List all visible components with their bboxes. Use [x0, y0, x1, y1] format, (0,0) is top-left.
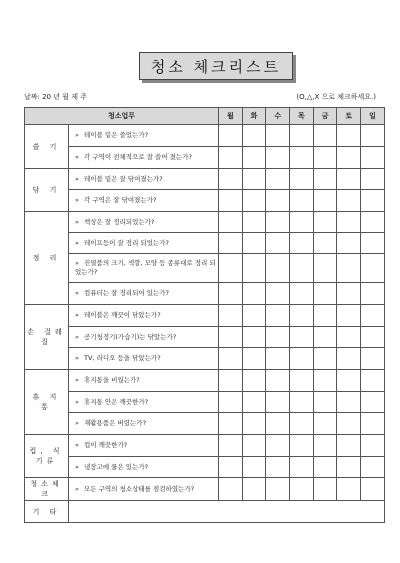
check-cell[interactable]	[313, 457, 337, 478]
checklist-item	[69, 147, 219, 169]
check-cell[interactable]	[290, 254, 314, 283]
check-cell[interactable]	[361, 305, 385, 327]
bullet-icon: »	[75, 462, 79, 471]
check-cell[interactable]	[337, 413, 361, 435]
check-cell[interactable]	[337, 348, 361, 370]
check-cell[interactable]	[266, 283, 290, 305]
check-cell[interactable]	[266, 233, 290, 254]
bullet-icon: »	[75, 131, 79, 139]
bullet-icon: »	[75, 238, 79, 247]
check-cell[interactable]	[242, 392, 266, 413]
other-label: 기 타	[25, 501, 69, 523]
header-task: 청소업무	[25, 108, 219, 125]
checklist-item	[69, 283, 219, 305]
checklist-item	[69, 305, 219, 327]
check-cell[interactable]	[361, 254, 385, 283]
check-cell[interactable]	[219, 457, 243, 478]
check-cell[interactable]	[313, 327, 337, 348]
check-cell[interactable]	[313, 392, 337, 413]
checklist-item	[69, 233, 219, 254]
checklist-item	[69, 348, 219, 370]
checklist-row	[25, 169, 385, 190]
bullet-icon: »	[75, 332, 79, 341]
item-text: 테이프등이 잘 정리 되었는가?	[84, 238, 169, 247]
check-cell[interactable]	[361, 169, 385, 190]
check-cell[interactable]	[242, 147, 266, 169]
check-cell[interactable]	[219, 169, 243, 190]
checklist-table	[24, 107, 385, 523]
checklist-item	[69, 413, 219, 435]
checklist-item	[69, 370, 219, 392]
check-cell[interactable]	[219, 370, 243, 392]
check-cell[interactable]	[290, 327, 314, 348]
check-cell[interactable]	[242, 413, 266, 435]
bullet-icon: »	[75, 196, 79, 204]
check-cell[interactable]	[290, 147, 314, 169]
check-cell[interactable]	[337, 190, 361, 212]
category-label: 휴 지 통	[25, 370, 69, 435]
check-cell[interactable]	[242, 478, 266, 501]
check-cell[interactable]	[266, 348, 290, 370]
checklist-row	[25, 392, 385, 413]
check-cell[interactable]	[337, 370, 361, 392]
bullet-icon: »	[75, 289, 79, 297]
check-cell[interactable]	[219, 190, 243, 212]
item-text: 공기청정기(가습기)는 닦았는가?	[84, 332, 177, 341]
header-day: 월	[219, 108, 243, 125]
checklist-row	[25, 413, 385, 435]
check-cell[interactable]	[290, 435, 314, 457]
check-cell[interactable]	[219, 435, 243, 457]
check-cell[interactable]	[242, 305, 266, 327]
check-cell[interactable]	[290, 348, 314, 370]
bullet-icon: »	[75, 397, 79, 406]
check-cell[interactable]	[290, 233, 314, 254]
check-cell[interactable]	[337, 125, 361, 147]
check-cell[interactable]	[290, 370, 314, 392]
bullet-icon: »	[75, 153, 79, 161]
item-text: 책상은 잘 정리되었는가?	[84, 217, 155, 226]
check-cell[interactable]	[266, 392, 290, 413]
check-cell[interactable]	[313, 169, 337, 190]
check-cell[interactable]	[361, 348, 385, 370]
check-cell[interactable]	[337, 327, 361, 348]
check-cell[interactable]	[313, 283, 337, 305]
check-cell[interactable]	[266, 190, 290, 212]
check-cell[interactable]	[290, 283, 314, 305]
checklist-row	[25, 478, 385, 501]
check-cell[interactable]	[361, 435, 385, 457]
header-day: 수	[266, 108, 290, 125]
checklist-row	[25, 125, 385, 147]
check-cell[interactable]	[337, 233, 361, 254]
check-cell[interactable]	[313, 413, 337, 435]
check-cell[interactable]	[266, 478, 290, 501]
check-cell[interactable]	[266, 435, 290, 457]
check-cell[interactable]	[361, 370, 385, 392]
check-cell[interactable]	[313, 190, 337, 212]
check-cell[interactable]	[219, 125, 243, 147]
category-label: 쓸 기	[25, 125, 69, 169]
check-cell[interactable]	[337, 435, 361, 457]
checklist-row	[25, 348, 385, 370]
checklist-item	[69, 212, 219, 233]
check-cell[interactable]	[337, 457, 361, 478]
bullet-icon: »	[75, 484, 79, 493]
check-cell[interactable]	[290, 212, 314, 233]
check-cell[interactable]	[361, 283, 385, 305]
check-cell[interactable]	[290, 125, 314, 147]
checklist-item	[69, 125, 219, 147]
item-text: 진열품의 크기, 색깔, 모양 등 종류대로 정리 되었는가?	[75, 259, 216, 276]
check-cell[interactable]	[219, 254, 243, 283]
check-cell[interactable]	[266, 212, 290, 233]
bullet-icon: »	[75, 174, 79, 183]
check-cell[interactable]	[290, 190, 314, 212]
check-cell[interactable]	[313, 147, 337, 169]
item-text: 테이블은 깨끗이 닦았는가?	[84, 311, 161, 319]
checklist-row	[25, 457, 385, 478]
checklist-item	[69, 435, 219, 457]
checklist-row	[25, 305, 385, 327]
check-cell[interactable]	[337, 147, 361, 169]
checklist-item	[69, 327, 219, 348]
item-text: 모든 구역의 청소상태를 점검하였는가?	[84, 484, 195, 493]
checklist-item	[69, 457, 219, 478]
item-text: 컵이 깨끗한가?	[84, 441, 128, 449]
check-cell[interactable]	[219, 305, 243, 327]
header-day: 일	[361, 108, 385, 125]
category-label: 청소체크	[25, 478, 69, 501]
check-cell[interactable]	[337, 283, 361, 305]
check-cell[interactable]	[361, 190, 385, 212]
check-cell[interactable]	[266, 169, 290, 190]
category-label: 닦 기	[25, 169, 69, 212]
check-cell[interactable]	[313, 370, 337, 392]
check-cell[interactable]	[361, 125, 385, 147]
item-text: 컴퓨터는 잘 정리되어 있는가?	[84, 289, 169, 297]
check-cell[interactable]	[242, 370, 266, 392]
check-cell[interactable]	[266, 147, 290, 169]
checklist-item	[69, 478, 219, 501]
check-cell[interactable]	[337, 392, 361, 413]
check-cell[interactable]	[337, 478, 361, 501]
instruction-text: (O,△,X 으로 체크하세요.)	[296, 93, 376, 101]
item-text: 휴지통 안은 깨끗한가?	[84, 397, 149, 406]
item-text: 휴지통을 비웠는가?	[84, 376, 140, 384]
item-text: 테이블 밑은 쓸었는가?	[84, 131, 149, 139]
check-cell[interactable]	[290, 457, 314, 478]
item-text: 재활용품은 버렸는가?	[84, 419, 147, 427]
check-cell[interactable]	[242, 283, 266, 305]
category-label: 손 걸레질	[25, 305, 69, 370]
check-cell[interactable]	[266, 413, 290, 435]
check-cell[interactable]	[313, 212, 337, 233]
check-cell[interactable]	[290, 305, 314, 327]
check-cell[interactable]	[242, 457, 266, 478]
checklist-row	[25, 233, 385, 254]
checklist-row	[25, 327, 385, 348]
bullet-icon: »	[75, 441, 79, 449]
header-day: 토	[337, 108, 361, 125]
check-cell[interactable]	[313, 254, 337, 283]
header-day: 금	[313, 108, 337, 125]
checklist-row	[25, 212, 385, 233]
check-cell[interactable]	[313, 478, 337, 501]
check-cell[interactable]	[266, 370, 290, 392]
check-cell[interactable]	[290, 392, 314, 413]
check-cell[interactable]	[219, 283, 243, 305]
check-cell[interactable]	[361, 457, 385, 478]
bullet-icon: »	[75, 419, 79, 427]
check-cell[interactable]	[219, 327, 243, 348]
other-notes-field[interactable]	[69, 501, 385, 523]
check-cell[interactable]	[242, 190, 266, 212]
other-row	[25, 501, 385, 523]
check-cell[interactable]	[313, 305, 337, 327]
page-title: 청소 체크리스트	[139, 52, 293, 80]
check-cell[interactable]	[242, 233, 266, 254]
check-cell[interactable]	[219, 413, 243, 435]
check-cell[interactable]	[266, 305, 290, 327]
item-text: 테이블 밑은 잘 닦여졌는가?	[84, 174, 163, 183]
checklist-item	[69, 190, 219, 212]
item-text: 각 구역이 전체적으로 잘 쓸어 졌는가?	[84, 153, 192, 161]
check-cell[interactable]	[361, 147, 385, 169]
check-cell[interactable]	[361, 212, 385, 233]
check-cell[interactable]	[242, 327, 266, 348]
check-cell[interactable]	[266, 125, 290, 147]
check-cell[interactable]	[290, 413, 314, 435]
header-row	[25, 108, 385, 125]
check-cell[interactable]	[242, 212, 266, 233]
check-cell[interactable]	[266, 457, 290, 478]
checklist-item	[69, 169, 219, 190]
check-cell[interactable]	[242, 348, 266, 370]
check-cell[interactable]	[361, 478, 385, 501]
check-cell[interactable]	[242, 125, 266, 147]
checklist-row	[25, 254, 385, 283]
check-cell[interactable]	[313, 348, 337, 370]
checklist-row	[25, 190, 385, 212]
check-cell[interactable]	[313, 435, 337, 457]
header-day: 화	[242, 108, 266, 125]
bullet-icon: »	[75, 376, 79, 384]
check-cell[interactable]	[242, 169, 266, 190]
check-cell[interactable]	[266, 327, 290, 348]
check-cell[interactable]	[313, 233, 337, 254]
item-text: 냉장고에 물은 있는가?	[84, 462, 149, 471]
check-cell[interactable]	[361, 327, 385, 348]
item-text: 각 구역은 잘 닦여졌는가?	[84, 196, 157, 204]
checklist-item	[69, 254, 219, 283]
checklist-row	[25, 147, 385, 169]
meta-row	[24, 92, 376, 104]
check-cell[interactable]	[361, 392, 385, 413]
item-text: TV, 라디오 등을 닦았는가?	[84, 354, 161, 362]
check-cell[interactable]	[337, 254, 361, 283]
bullet-icon: »	[75, 311, 79, 319]
check-cell[interactable]	[337, 212, 361, 233]
checklist-row	[25, 283, 385, 305]
header-day: 목	[290, 108, 314, 125]
check-cell[interactable]	[290, 478, 314, 501]
bullet-icon: »	[75, 217, 79, 226]
check-cell[interactable]	[219, 392, 243, 413]
bullet-icon: »	[75, 259, 79, 267]
check-cell[interactable]	[219, 478, 243, 501]
check-cell[interactable]	[337, 169, 361, 190]
checklist-item	[69, 392, 219, 413]
checklist-row	[25, 435, 385, 457]
check-cell[interactable]	[361, 233, 385, 254]
bullet-icon: »	[75, 354, 79, 362]
check-cell[interactable]	[313, 125, 337, 147]
check-cell[interactable]	[242, 435, 266, 457]
check-cell[interactable]	[290, 169, 314, 190]
check-cell[interactable]	[361, 413, 385, 435]
checklist-row	[25, 370, 385, 392]
check-cell[interactable]	[266, 254, 290, 283]
date-label: 날짜: 20 년 월 제 주	[24, 93, 87, 101]
check-cell[interactable]	[219, 147, 243, 169]
category-label: 컵, 식기류	[25, 435, 69, 478]
check-cell[interactable]	[219, 233, 243, 254]
check-cell[interactable]	[219, 212, 243, 233]
check-cell[interactable]	[219, 348, 243, 370]
category-label: 정 리	[25, 212, 69, 305]
check-cell[interactable]	[242, 254, 266, 283]
check-cell[interactable]	[337, 305, 361, 327]
